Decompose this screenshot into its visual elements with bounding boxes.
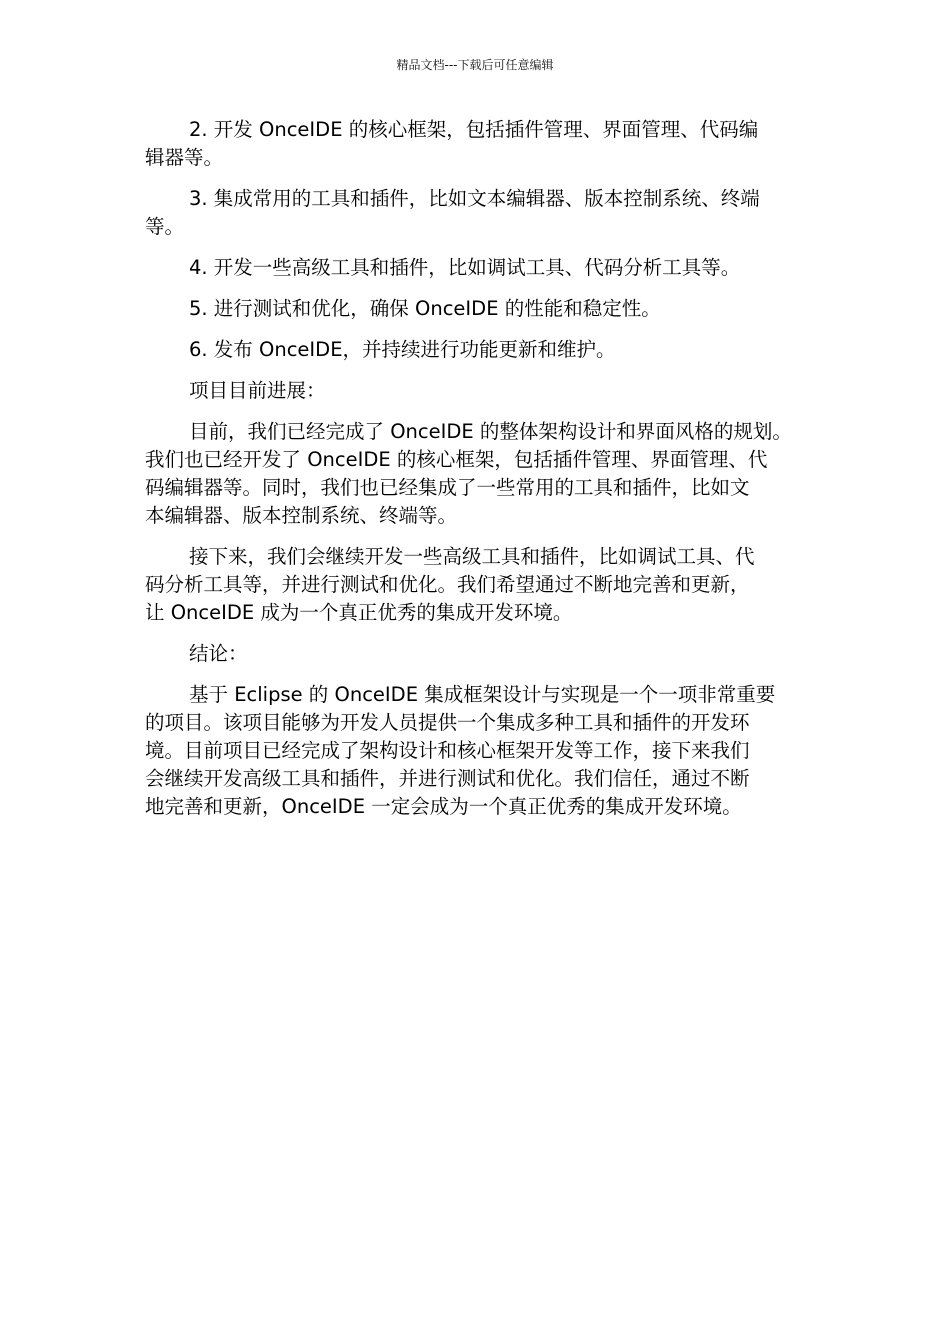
text-line: 会继续开发高级工具和插件，并进行测试和优化。我们信任，通过不断 [145,767,750,790]
paragraph-step-2 [145,116,820,172]
text-line: 境。目前项目已经完成了架构设计和核心框架开发等工作，接下来我们 [145,739,750,762]
text-line: 6. 发布 OnceIDE，并持续进行功能更新和维护。 [189,338,616,361]
document-body [145,116,820,834]
text-line: 我们也已经开发了 OnceIDE 的核心框架，包括插件管理、界面管理、代 [145,448,768,471]
paragraph-conclusion [145,681,820,821]
page-header: 精品文档---下载后可任意编辑 [396,58,554,72]
section-heading-progress [145,377,820,405]
text-line: 目前，我们已经完成了 OnceIDE 的整体架构设计和界面风格的规划。 [189,420,792,443]
text-line: 码编辑器等。同时，我们也已经集成了一些常用的工具和插件，比如文 [145,476,750,499]
text-line: 让 OnceIDE 成为一个真正优秀的集成开发环境。 [145,601,573,624]
paragraph-progress-next [145,543,820,627]
text-line: 等。 [145,215,185,238]
text-line: 接下来，我们会继续开发一些高级工具和插件，比如调试工具、代 [189,545,755,568]
paragraph-step-6 [145,336,820,364]
text-line: 码分析工具等，并进行测试和优化。我们希望通过不断地完善和更新， [145,573,750,596]
text-line: 3. 集成常用的工具和插件，比如文本编辑器、版本控制系统、终端 [189,187,760,210]
text-line: 4. 开发一些高级工具和插件，比如调试工具、代码分析工具等。 [189,256,741,279]
text-line: 5. 进行测试和优化，确保 OnceIDE 的性能和稳定性。 [189,297,661,320]
section-heading-conclusion [145,640,820,668]
text-line: 基于 Eclipse 的 OnceIDE 集成框架设计与实现是一个一项非常重要 [189,683,776,706]
text-line: 地完善和更新，OnceIDE 一定会成为一个真正优秀的集成开发环境。 [145,795,742,818]
paragraph-step-3 [145,185,820,241]
text-line: 本编辑器、版本控制系统、终端等。 [145,504,458,527]
text-line: 辑器等。 [145,146,224,169]
text-line: 结论： [189,642,248,665]
paragraph-progress-current [145,418,820,530]
text-line: 的项目。该项目能够为开发人员提供一个集成多种工具和插件的开发环 [145,711,750,734]
text-line: 2. 开发 OnceIDE 的核心框架，包括插件管理、界面管理、代码编 [189,118,759,141]
paragraph-step-5 [145,295,820,323]
paragraph-step-4 [145,254,820,282]
text-line: 项目目前进展： [189,379,326,402]
